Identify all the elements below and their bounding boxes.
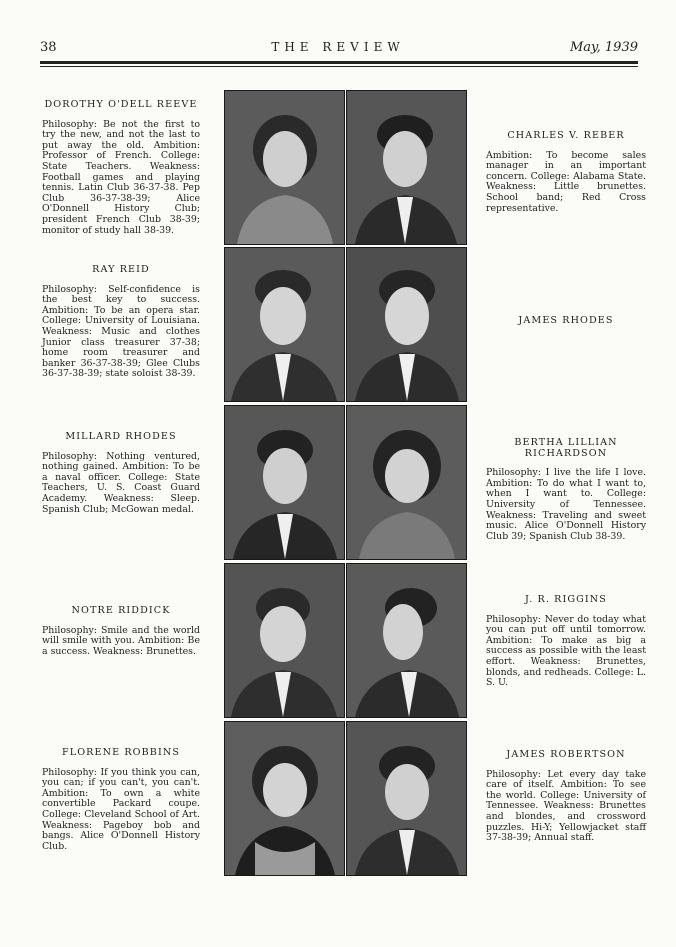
student-entry [486,316,646,336]
student-entry [42,748,200,852]
student-bio: Philosophy: Be not the first to try the new, and not the last to put away the old. Ambition: Professor of French. College: State Teachers. Weakness: Football games and playing tennis. Latin Club 36-37-38. Pep Club 36-37-38-39; Alice O'Donnell History Club; president French Club 38-39; monitor of study hall 38-39. [42,118,200,236]
student-entry [486,750,646,844]
student-entry [486,131,646,214]
student-bio: Philosophy: Let every day take care of itself. Ambition: To see the world. College: University of Tennessee. Weakness: Brunettes and blondes, and crossword puzzles. Hi-Y; Yellowjacket staff 37-38-39; Annual staff. [486,768,646,844]
student-entry [42,606,200,657]
portrait-photo [346,721,467,876]
header-rule-thick [40,61,638,64]
student-bio: Philosophy: Smile and the world will smile with you. Ambition: Be a success. Weakness: Brunettes. [42,624,200,657]
portrait-photo [224,721,345,876]
student-entry [486,438,646,542]
student-entry [42,432,200,515]
student-name: DOROTHY O'DELL REEVE [44,99,198,110]
student-bio: Philosophy: I live the life I love. Ambition: To do what I want to, when I want to. College: University of Tennessee. Weakness: Traveling and sweet music. Alice O'Donnell History Club 39; Spanish Club 38-39. [486,467,646,542]
issue-date: May, 1939 [569,40,638,55]
header-rule-thin [40,66,638,67]
student-name: CHARLES V. REBER [507,130,625,141]
student-bio: Ambition: To become sales manager in an important concern. College: Alabama State. Weakness: Little brunettes. School band; Red Cross representative. [486,149,646,214]
student-name: MILLARD RHODES [65,431,177,442]
publication-title: THE REVIEW [271,40,405,54]
student-bio: Philosophy: If you think you can, you can; if you can't, you can't. Ambition: To own a white convertible Packard coupe. College: Cleveland School of Art. Weakness: Pageboy bob and bangs. Alice O'Donnell History Club. [42,766,200,852]
student-name: JAMES ROBERTSON [506,749,626,760]
portrait-photo [224,247,345,402]
page-number: 38 [40,40,57,55]
student-name: J. R. RIGGINS [525,594,607,605]
portrait-photo [224,563,345,718]
portrait-photo [346,90,467,245]
student-bio: Philosophy: Nothing ventured, nothing gained. Ambition: To be a naval officer. College: State Teachers, U. S. Coast Guard Academy. Weakness: Sleep. Spanish Club; McGowan medal. [42,450,200,515]
student-name: FLORENE ROBBINS [61,747,180,758]
portrait-photo [224,405,345,560]
student-name: JAMES RHODES [518,315,614,326]
student-name: NOTRE RIDDICK [71,605,171,616]
student-entry [42,100,200,236]
portrait-photo [346,247,467,402]
portrait-photo [346,405,467,560]
portrait-photo [346,563,467,718]
student-entry [486,595,646,689]
student-bio: Philosophy: Self-confidence is the best key to success. Ambition: To be an opera star. College: University of Louisiana. Weakness: Music and clothes Junior class treasurer 37-38; home room treasurer and banker 36-37-38-39; Glee Clubs 36-37-38-39; state soloist 38-39. [42,283,200,380]
student-name: RAY REID [92,264,150,275]
student-entry [42,265,200,380]
student-bio: Philosophy: Never do today what you can put off until tomorrow. Ambition: To make as big a success as possible with the least effort. Weakness: Brunettes, blonds, and redheads. College: L. S. U. [486,613,646,689]
portrait-photo [224,90,345,245]
student-name: BERTHA LILLIAN RICHARDSON [514,437,618,459]
